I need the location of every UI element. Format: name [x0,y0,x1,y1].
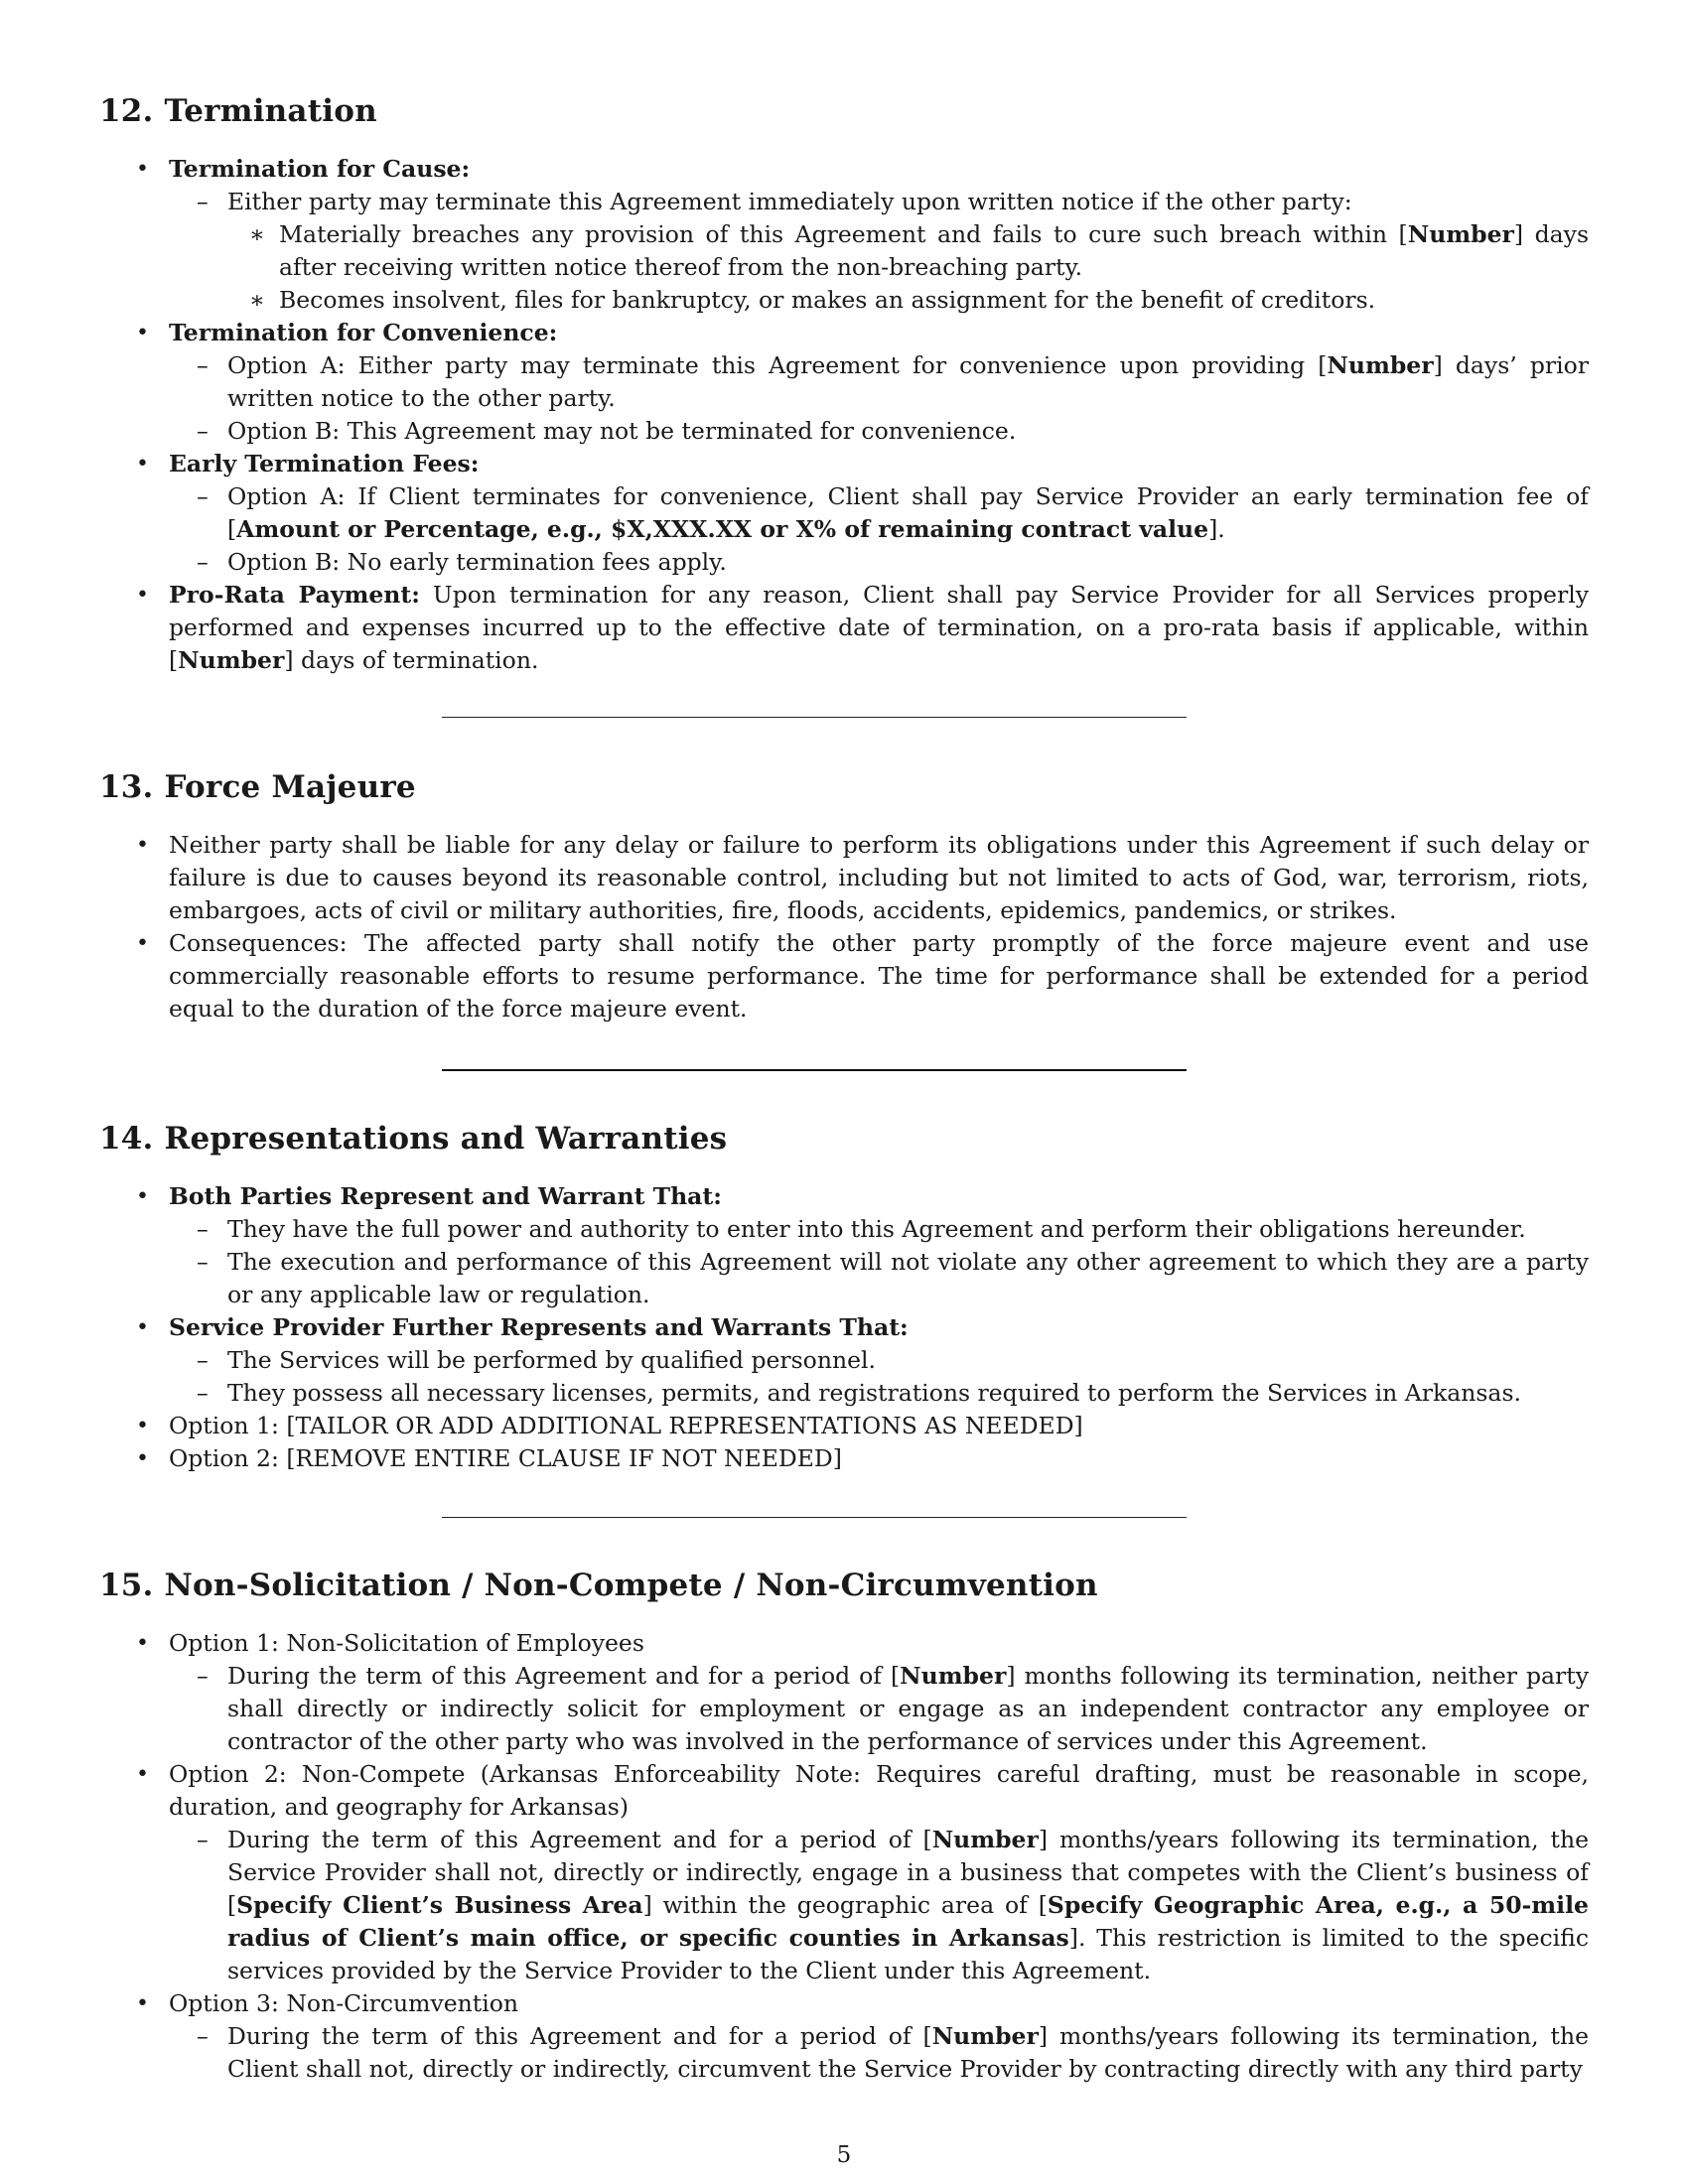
representations-list [99,1180,1589,1475]
placeholder-text: Specify Geographic Area, e.g., a 50-mile radius of Client’s main office, or specific counties in Arkansas [227,1891,1589,1952]
item-heading: Service Provider Further Represents and Warrants That: [169,1313,909,1341]
text: Materially breaches any provision of this Agreement and fails to cure such breach within [ [279,220,1408,248]
text: ]. [1208,515,1225,543]
list-item: – They have the full power and authority to enter into this Agreement and perform their obligations hereunder. [169,1213,1589,1246]
sub-list [169,1660,1589,1758]
text: ] days of termination. [284,646,539,674]
section-title: 15. Non-Solicitation / Non-Compete / Non-Circumvention [99,1568,1098,1603]
text: Option B: No early termination fees apply. [227,548,727,576]
section-title: 13. Force Majeure [99,769,416,805]
text: ] within the geographic area of [ [642,1891,1048,1919]
placeholder-text: Specify Client’s Business Area [236,1891,643,1919]
sub-list [169,1344,1589,1410]
sub-list [169,1824,1589,1987]
item-heading: Termination for Convenience: [169,319,558,346]
list-item [99,1180,1589,1311]
page-number: 5 [836,2142,852,2168]
text: ] months following its termination, neither party shall directly or indirectly solicit for employment or engage as an independent contractor any employee or contractor of the other party who was involved in the performance of services under this Agreement. [227,1662,1589,1755]
text: Option B: This Agreement may not be terminated for convenience. [227,417,1017,445]
text: During the term of this Agreement and for a period of [ [227,1826,932,1853]
placeholder-text: Number [931,2022,1039,2050]
list-item [99,1627,1589,1758]
list-item [99,317,1589,448]
section-non-solicitation [99,1566,1589,2086]
list-item: • Neither party shall be liable for any delay or failure to perform its obligations under this Agreement if such delay or failure is due to causes beyond its reasonable control, including but not limited to acts of God, war, terrorism, riots, embargoes, acts of civil or military authorities, fire, floods, accidents, epidemics, pandemics, or strikes. [99,829,1589,927]
placeholder-text: Number [931,1826,1039,1853]
list-item: • Option 1: [TAILOR OR ADD ADDITIONAL REPRESENTATIONS AS NEEDED] [99,1410,1589,1442]
text: ] days’ prior written notice to the other party. [227,351,1589,412]
sub-list [169,186,1589,317]
list-item [99,1758,1589,1987]
list-item [99,579,1589,677]
list-item [99,448,1589,579]
text: Option A: If Client terminates for convenience, Client shall pay Service Provider an early termination fee of [ [227,482,1589,543]
list-item [99,153,1589,317]
list-item: • Consequences: The affected party shall notify the other party promptly of the force majeure event and use commercially reasonable efforts to resume performance. The time for performance shall be extended for a period equal to the duration of the force majeure event. [99,927,1589,1025]
list-item [169,415,1589,448]
list-item [169,349,1589,415]
section-termination [99,91,1589,677]
text: ] months/years following its termination, the Service Provider shall not, directly or indirectly, engage in a business that competes with the Client’s business of [ [227,1826,1589,1919]
section-divider [442,717,1187,718]
list-item [99,1987,1589,2086]
item-heading: Early Termination Fees: [169,450,480,478]
sub-list [169,1213,1589,1311]
text: Upon termination for any reason, Client shall pay Service Provider for all Services properly performed and expenses incurred up to the effective date of termination, on a pro-rata basis if applicable, within [ [169,581,1589,674]
document-body [99,91,1589,2086]
list-item: – The execution and performance of this Agreement will not violate any other agreement to which they are a party or any applicable law or regulation. [169,1246,1589,1311]
text: During the term of this Agreement and for a period of [ [227,1662,901,1690]
text: ]. This restriction is limited to the specific services provided by the Service Provider to the Client under this Agreement. [227,1924,1590,1984]
sub-sub-list [227,218,1589,317]
section-divider [442,1069,1187,1071]
sub-list [169,2020,1589,2086]
text: Option A: Either party may terminate this Agreement for convenience upon providing [ [227,351,1328,379]
item-heading: Both Parties Represent and Warrant That: [169,1182,722,1210]
section-divider [442,1517,1187,1518]
text: Option 2: Non-Compete (Arkansas Enforceability Note: Requires careful drafting, must be reasonable in scope, duration, and geography for Arkansas) [169,1760,1589,1821]
section-title: 12. Termination [99,93,377,129]
placeholder-text: Number [1407,220,1514,248]
placeholder-text: Amount or Percentage, e.g., $X,XXX.XX or X% of remaining contract value [236,515,1209,543]
placeholder-text: Number [900,1662,1007,1690]
list-item [169,1824,1589,1987]
list-item [169,186,1589,317]
sub-list [169,349,1589,448]
item-heading: Termination for Cause: [169,155,471,183]
placeholder-text: Number [1327,351,1434,379]
paragraph-text: Either party may terminate this Agreement immediately upon written notice if the other party: [227,188,1352,215]
termination-list [99,153,1589,677]
force-majeure-list [99,829,1589,1025]
placeholder-text: Number [178,646,285,674]
section-title: 14. Representations and Warranties [99,1121,728,1157]
list-item [169,2020,1589,2086]
item-heading: Pro-Rata Payment: [169,581,420,609]
sub-list [169,480,1589,579]
list-item [169,480,1589,546]
text: During the term of this Agreement and for a period of [ [227,2022,932,2050]
section-force-majeure [99,767,1589,1025]
text: Option 3: Non-Circumvention [169,1989,519,2017]
list-item [99,1311,1589,1410]
section-representations [99,1119,1589,1475]
list-item [227,218,1589,284]
list-item [169,1660,1589,1758]
text: Becomes insolvent, files for bankruptcy, or makes an assignment for the benefit of creditors. [279,286,1376,314]
list-item: – The Services will be performed by qualified personnel. [169,1344,1589,1377]
text: Option 1: Non-Solicitation of Employees [169,1629,644,1657]
text: ] months/years following its termination, the Client shall not, directly or indirectly, circumvent the Service Provider by contracting directly with any third party [227,2022,1589,2083]
list-item [227,284,1589,317]
list-item: – They possess all necessary licenses, permits, and registrations required to perform the Services in Arkansas. [169,1377,1589,1410]
non-solicitation-list [99,1627,1589,2086]
text: ] days after receiving written notice thereof from the non-breaching party. [279,220,1590,281]
list-item [169,546,1589,579]
list-item: • Option 2: [REMOVE ENTIRE CLAUSE IF NOT NEEDED] [99,1442,1589,1475]
